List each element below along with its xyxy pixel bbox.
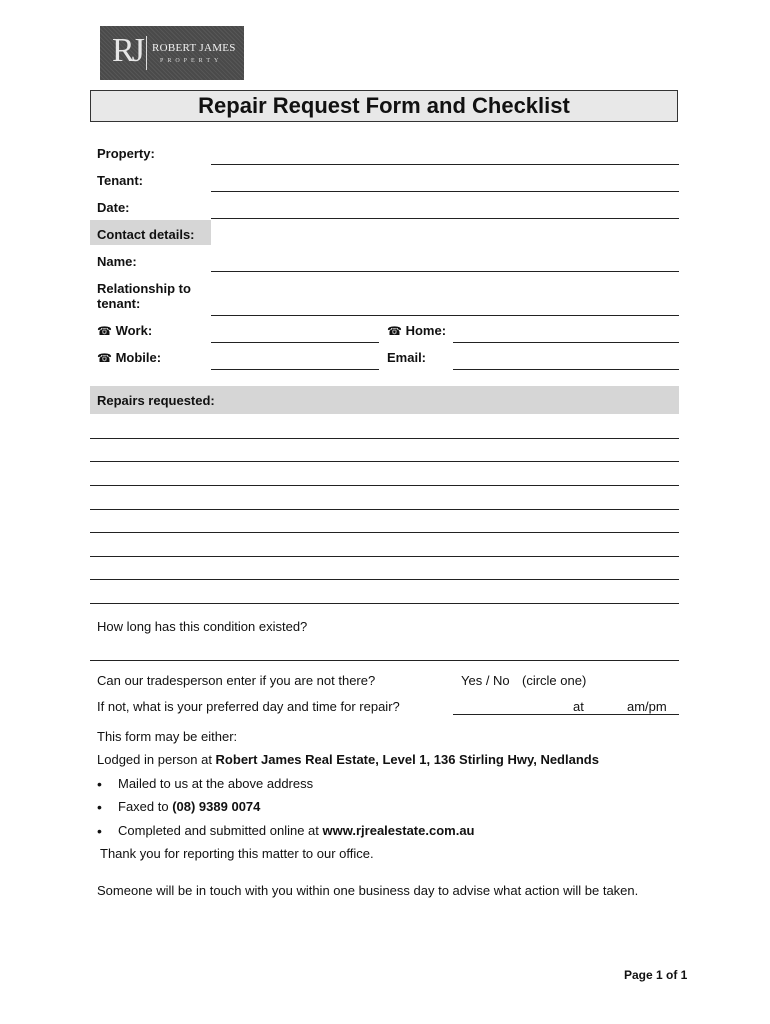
work-label: Work: [115, 323, 153, 338]
fax-number: (08) 9389 0074 [172, 799, 261, 814]
relationship-label-line2: tenant: [97, 296, 141, 311]
relationship-label-line1: Relationship to [97, 281, 191, 296]
repairs-line[interactable] [90, 579, 679, 580]
circle-one-hint: (circle one) [522, 673, 587, 688]
lodging-in-person [97, 752, 599, 767]
yes-no-options[interactable]: Yes / No [461, 673, 510, 688]
property-field[interactable] [211, 164, 679, 165]
mobile-field[interactable] [211, 369, 379, 370]
repairs-line[interactable] [90, 532, 679, 533]
method-text: Mailed to us at the above address [118, 776, 314, 791]
form-title: Repair Request Form and Checklist [90, 90, 678, 122]
name-label: Name: [97, 254, 137, 269]
logo-monogram: RJ [112, 32, 142, 69]
tenant-label: Tenant: [97, 173, 143, 188]
tenant-field[interactable] [211, 191, 679, 192]
followup-note: Someone will be in touch with you within one business day to advise what action will be taken. [97, 883, 639, 898]
relationship-field[interactable] [211, 315, 679, 316]
logo-divider [146, 36, 147, 70]
phone-icon: ☎ [97, 324, 112, 338]
repairs-line[interactable] [90, 438, 679, 439]
mobile-label: Mobile: [115, 350, 162, 365]
list-item [97, 799, 261, 815]
website-link[interactable]: www.rjrealestate.com.au [322, 823, 475, 838]
bullet-icon: • [97, 823, 102, 839]
entry-question: Can our tradesperson enter if you are not there? [97, 673, 376, 688]
bullet-icon: • [97, 799, 102, 815]
method-text: Faxed to (08) 9389 0074 [118, 799, 261, 814]
logo-name: ROBERT JAMES [152, 42, 236, 54]
repairs-line[interactable] [90, 485, 679, 486]
list-item [97, 823, 475, 839]
date-field[interactable] [211, 218, 679, 219]
logo-subtitle: PROPERTY [160, 58, 223, 64]
repairs-line[interactable] [90, 603, 679, 604]
how-long-question: How long has this condition existed? [97, 619, 308, 634]
repairs-heading: Repairs requested: [97, 393, 215, 408]
lodging-intro: This form may be either: [97, 729, 238, 744]
repairs-line[interactable] [90, 556, 679, 557]
property-label: Property: [97, 146, 155, 161]
email-label: Email: [387, 350, 427, 365]
home-label: Home: [405, 323, 447, 338]
date-label: Date: [97, 200, 130, 215]
how-long-field[interactable] [90, 660, 679, 661]
thank-you-note: Thank you for reporting this matter to our office. [100, 846, 374, 861]
phone-icon: ☎ [387, 324, 402, 338]
name-field[interactable] [211, 271, 679, 272]
office-address: Robert James Real Estate, Level 1, 136 Stirling Hwy, Nedlands [215, 752, 599, 767]
phone-icon: ☎ [97, 351, 112, 365]
bullet-icon: • [97, 776, 102, 792]
mobile-label-row [97, 350, 161, 365]
in-person-prefix: Lodged in person at [97, 752, 216, 767]
preferred-time-field[interactable] [453, 714, 679, 715]
company-logo [100, 26, 244, 80]
ampm-label: am/pm [627, 699, 667, 714]
page-number: Page 1 of 1 [624, 968, 688, 982]
preferred-time-question: If not, what is your preferred day and time for repair? [97, 699, 400, 714]
work-label-row [97, 323, 152, 338]
repairs-line[interactable] [90, 509, 679, 510]
work-phone-field[interactable] [211, 342, 379, 343]
email-field[interactable] [453, 369, 679, 370]
list-item [97, 776, 314, 792]
home-phone-field[interactable] [453, 342, 679, 343]
repairs-line[interactable] [90, 461, 679, 462]
contact-details-label: Contact details: [97, 227, 195, 242]
at-label: at [573, 699, 584, 714]
method-text: Completed and submitted online at www.rjrealestate.com.au [118, 823, 475, 838]
home-label-row [387, 323, 446, 338]
